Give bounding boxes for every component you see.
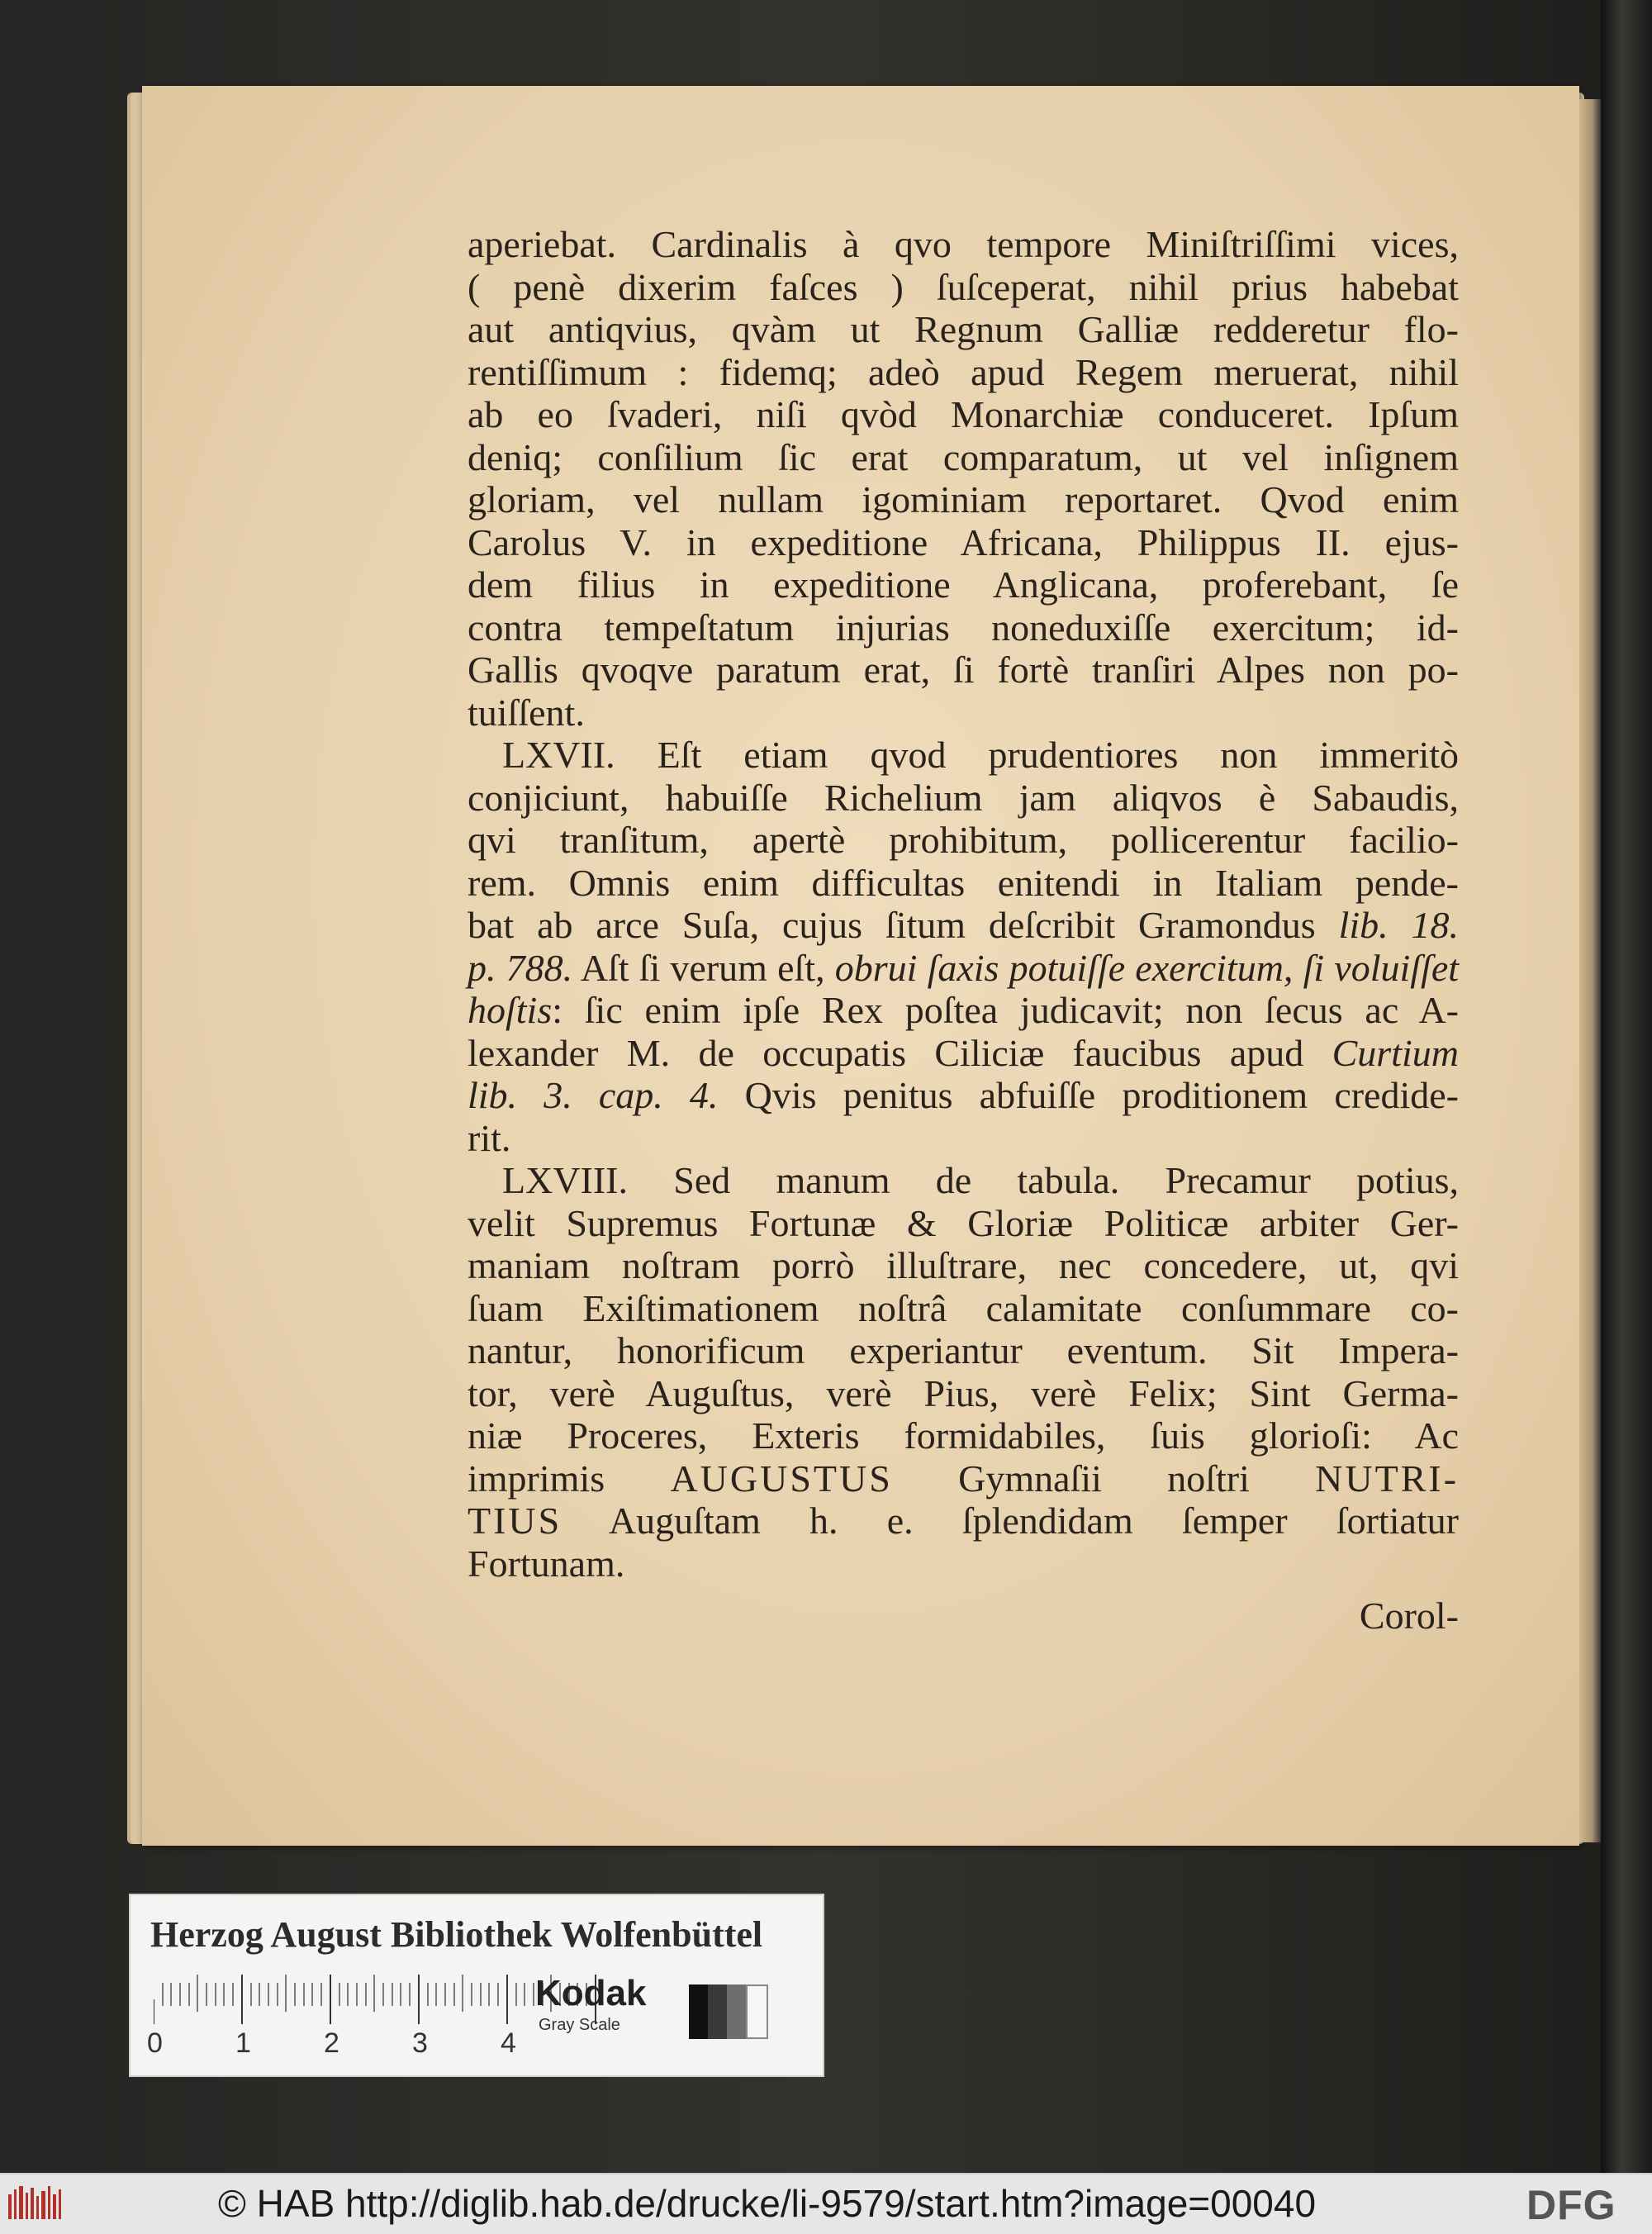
text-segment: imprimis <box>468 1457 605 1500</box>
color-calibration-card <box>129 1894 824 2077</box>
text-line <box>468 904 1459 947</box>
text-line: nantur, honorificum experiantur eventum. Sit Impera- <box>468 1329 1459 1371</box>
text-line <box>468 947 1459 990</box>
ruler-number: 0 <box>147 2027 163 2059</box>
gray-patch <box>727 1984 746 2039</box>
text-line: tor, verè Auguſtus, verè Pius, verè Felix; Sint Germa- <box>468 1371 1459 1414</box>
text-segment: Qvis penitus abfuiſſe proditionem credide- <box>744 1074 1459 1116</box>
text-line <box>468 989 1459 1032</box>
text-line: dem filius in expeditione Anglicana, proferebant, ſe <box>468 563 1459 606</box>
text-line: niæ Proceres, Exteris formidabiles, ſuis glorioſi: Ac <box>468 1414 1459 1457</box>
viewer-footer <box>0 2173 1652 2234</box>
text-segment: Aſt ſi verum eſt, <box>580 946 825 989</box>
text-line: rem. Omnis enim difficultas enitendi in Italiam pende- <box>468 861 1459 904</box>
text-line: ( penè dixerim faſces ) ſuſceperat, nihil prius habebat <box>468 265 1459 308</box>
text-line <box>468 1074 1459 1117</box>
text-line: rit. <box>468 1116 511 1159</box>
text-segment: lexander M. de occupatis Ciliciæ faucibus apud <box>468 1031 1304 1074</box>
text-line: velit Supremus Fortunæ & Gloriæ Politicæ arbiter Ger- <box>468 1201 1459 1244</box>
copyright-url[interactable]: © HAB http://diglib.hab.de/drucke/li-9579/start.htm?image=00040 <box>218 2182 1317 2225</box>
text-line: qvi tranſitum, apertè prohibitum, pollicerentur facilio- <box>468 819 1459 861</box>
ruler-number: 1 <box>235 2027 251 2059</box>
small-caps: NUTRI- <box>1315 1457 1460 1500</box>
text-line: deniq; conſilium ſic erat comparatum, ut vel inſignem <box>468 435 1459 478</box>
text-line: rentiſſimum : fidemq; adeò apud Regem meruerat, nihil <box>468 350 1459 393</box>
book-binding <box>1601 0 1652 2173</box>
barcode-icon <box>8 2186 66 2222</box>
text-line <box>468 1500 1459 1542</box>
ruler-number: 2 <box>324 2027 339 2059</box>
text-segment: : ſic enim ipſe Rex poſtea judicavit; non ſecus ac A- <box>552 989 1459 1031</box>
quotation: obrui ſaxis potuiſſe exercitum, ſi voluiſſet <box>834 946 1460 989</box>
ruler-number: 4 <box>501 2027 516 2059</box>
text-line: conjiciunt, habuiſſe Richelium jam aliqvos è Sabaudis, <box>468 776 1459 819</box>
gray-patch <box>708 1984 727 2039</box>
text-line: Carolus V. in expeditione Africana, Philippus II. ejus- <box>468 520 1459 563</box>
small-caps: TIUS <box>468 1500 563 1542</box>
text-line: LXVIII. Sed manum de tabula. Precamur potius, <box>502 1159 1459 1201</box>
page-edge-right <box>1579 99 1601 1842</box>
small-caps: AUGUSTUS <box>670 1457 893 1500</box>
gray-patch <box>689 1984 708 2039</box>
citation: p. 788. <box>468 946 573 989</box>
text-line: tuiſſent. <box>468 691 585 734</box>
page-text <box>468 223 1459 1637</box>
text-line: aperiebat. Cardinalis à qvo tempore Miniſtriſſimi vices, <box>468 223 1459 265</box>
citation: lib. 18. <box>1338 904 1460 946</box>
library-name: Herzog August Bibliothek Wolfenbüttel <box>150 1914 763 1955</box>
kodak-logo: Kodak <box>535 1973 647 2013</box>
text-line <box>468 1457 1459 1500</box>
text-line: aut antiqvius, qvàm ut Regnum Galliæ redderetur flo- <box>468 308 1459 350</box>
text-line: Fortunam. <box>468 1542 625 1585</box>
text-line: contra tempeſtatum injurias noneduxiſſe exercitum; id- <box>468 606 1459 649</box>
grayscale-label: Gray Scale <box>539 2016 620 2034</box>
quotation: hoſtis <box>468 989 553 1031</box>
text-segment: bat ab arce Suſa, cujus ſitum deſcribit Gramondus <box>468 904 1316 946</box>
text-line <box>468 1032 1459 1075</box>
text-line: LXVII. Eſt etiam qvod prudentiores non immeritò <box>502 734 1459 776</box>
citation: lib. 3. cap. 4. <box>468 1074 719 1116</box>
ruler-number: 3 <box>412 2027 428 2059</box>
citation: Curtium <box>1332 1031 1459 1074</box>
text-line: Gallis qvoqve paratum erat, ſi fortè tranſiri Alpes non po- <box>468 649 1459 691</box>
text-segment: Gymnaſii noſtri <box>958 1457 1250 1500</box>
dfg-logo: DFG <box>1526 2182 1616 2228</box>
text-line: ſuam Exiſtimationem noſtrâ calamitate conſummare co- <box>468 1286 1459 1329</box>
text-segment: Auguſtam h. e. ſplendidam ſemper ſortiatur <box>608 1500 1459 1542</box>
text-line: maniam noſtram porrò illuſtrare, nec concedere, ut, qvi <box>468 1244 1459 1286</box>
text-line: ab eo ſvaderi, niſi qvòd Monarchiæ conduceret. Ipſum <box>468 393 1459 435</box>
gray-patch <box>746 1984 768 2039</box>
gray-patches <box>689 1984 768 2039</box>
text-line: gloriam, vel nullam igominiam reportaret. Qvod enim <box>468 478 1459 520</box>
catchword: Corol- <box>1359 1595 1459 1637</box>
